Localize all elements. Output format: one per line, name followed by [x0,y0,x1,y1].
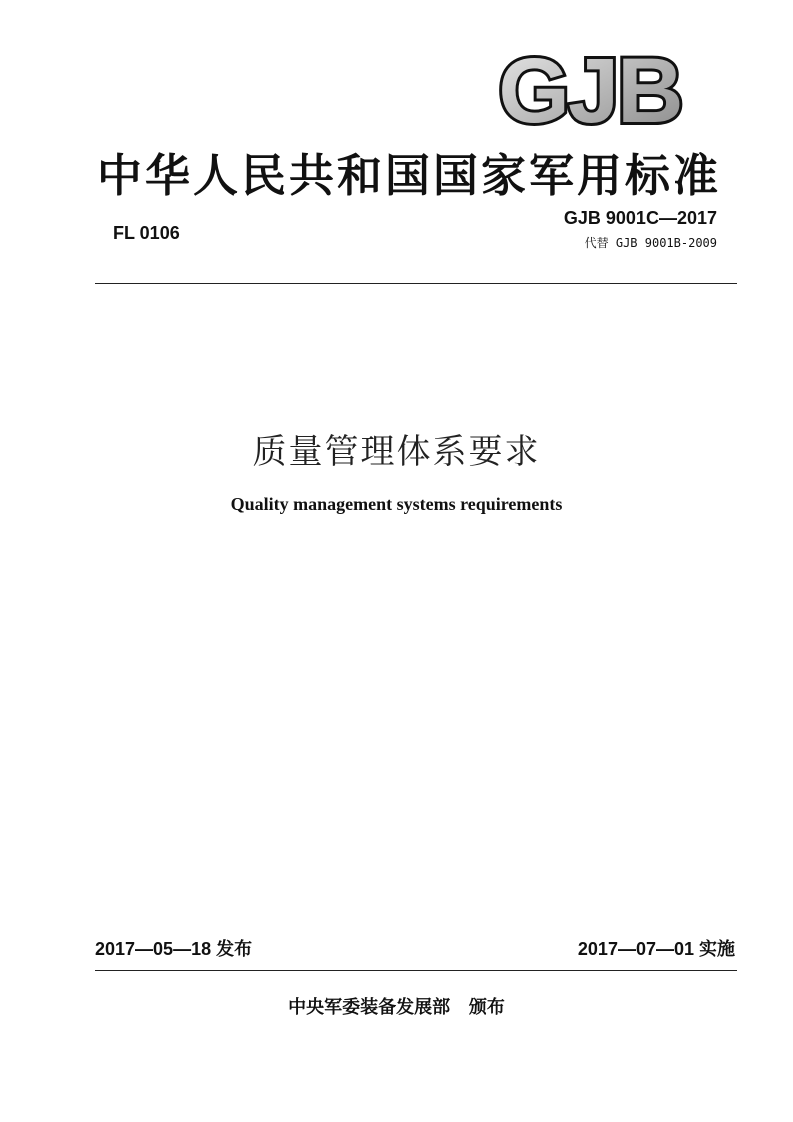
national-standard-title: 中华人民共和国国家军用标准 [97,149,722,202]
footer-divider [95,970,737,971]
replaces-standard: 代替 GJB 9001B-2009 [584,236,717,250]
header-divider [95,283,737,284]
logo-text: GJB [498,44,682,130]
classification-code: FL 0106 [113,223,180,243]
document-title-english: Quality management systems requirements [230,494,563,514]
standard-number: GJB 9001C—2017 [563,208,717,228]
issue-date: 2017—05—18 发布 [95,939,253,959]
document-title-chinese: 质量管理体系要求 [252,432,541,472]
gjb-logo [488,44,693,130]
implementation-date: 2017—07—01 实施 [577,939,735,959]
issuing-authority: 中央军委装备发展部 颁布 [288,997,505,1018]
